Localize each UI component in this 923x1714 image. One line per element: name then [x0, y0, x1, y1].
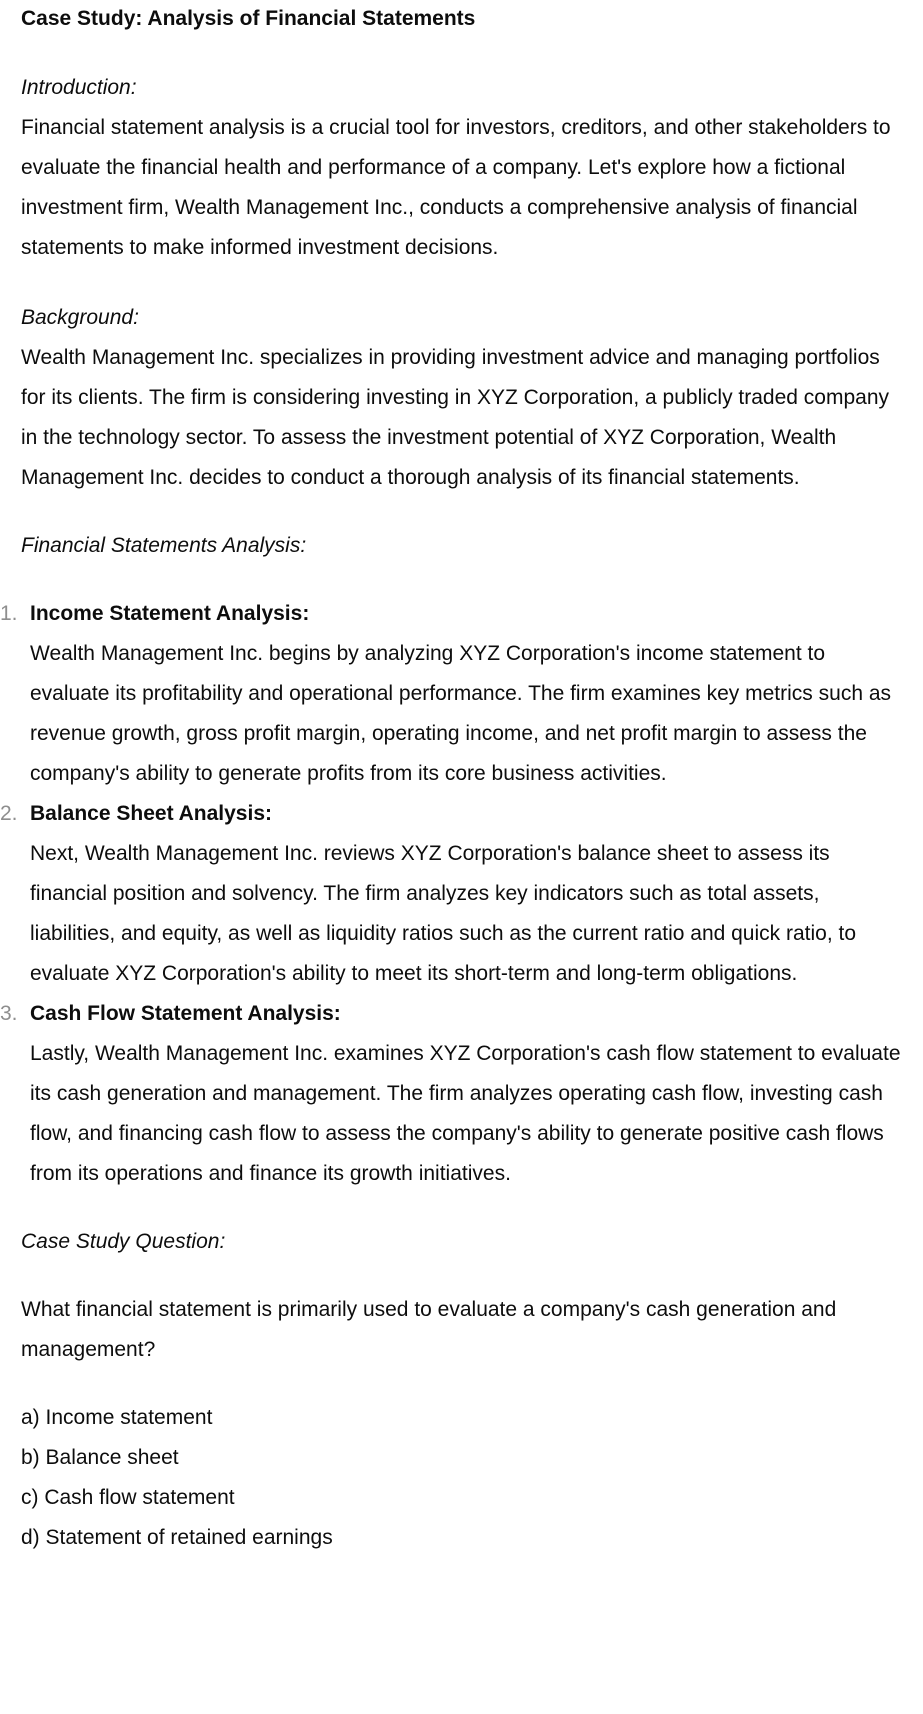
step-body: Next, Wealth Management Inc. reviews XYZ Corporation's balance sheet to assess its financial position and solvency. The firm analyzes key indicators such as total assets, liabilities, and equity, as well as liquidity ratios such as the current ratio and quick ratio, to evaluate XYZ Corporation's ability to meet its short-term and long-term obligations.	[30, 842, 857, 985]
step-number: 2.	[0, 802, 18, 825]
answer-options	[21, 1398, 901, 1558]
introduction-heading: Introduction:	[21, 76, 137, 99]
answer-option-b: b) Balance sheet	[21, 1446, 179, 1469]
list-item	[0, 994, 901, 1194]
list-item	[0, 594, 901, 794]
answer-option-a: a) Income statement	[21, 1406, 213, 1429]
question-text: What financial statement is primarily used to evaluate a company's cash generation and management?	[21, 1298, 837, 1361]
step-body: Lastly, Wealth Management Inc. examines XYZ Corporation's cash flow statement to evaluate its cash generation and management. The firm analyzes operating cash flow, investing cash flow, and financing cash flow to assess the company's ability to generate positive cash flows from its operations and finance its growth initiatives.	[30, 1042, 901, 1185]
step-title: Cash Flow Statement Analysis:	[30, 1002, 341, 1025]
step-body: Wealth Management Inc. begins by analyzing XYZ Corporation's income statement to evaluate its profitability and operational performance. The firm examines key metrics such as revenue growth, gross profit margin, operating income, and net profit margin to assess the company's ability to generate profits from its core business activities.	[30, 642, 892, 785]
document-title: Case Study: Analysis of Financial Statements	[21, 7, 476, 30]
analysis-section	[0, 526, 901, 1194]
introduction-text: Financial statement analysis is a crucial tool for investors, creditors, and other stakeholders to evaluate the financial health and performance of a company. Let's explore how a fictional investment firm, Wealth Management Inc., conducts a comprehensive analysis of financial statements to make informed investment decisions.	[21, 116, 891, 259]
list-item	[0, 794, 901, 994]
introduction-section	[21, 68, 901, 268]
step-title: Balance Sheet Analysis:	[30, 802, 272, 825]
analysis-heading: Financial Statements Analysis:	[21, 534, 307, 557]
step-title: Income Statement Analysis:	[30, 602, 310, 625]
background-section	[21, 298, 901, 498]
background-heading: Background:	[21, 306, 139, 329]
question-section	[21, 1222, 901, 1558]
analysis-steps-list	[0, 594, 901, 1194]
answer-option-c: c) Cash flow statement	[21, 1486, 235, 1509]
background-text: Wealth Management Inc. specializes in providing investment advice and managing portfolios for its clients. The firm is considering investing in XYZ Corporation, a publicly traded company in the technology sector. To assess the investment potential of XYZ Corporation, Wealth Management Inc. decides to conduct a thorough analysis of its financial statements.	[21, 346, 890, 489]
step-number: 3.	[0, 1002, 18, 1025]
step-number: 1.	[0, 602, 18, 625]
question-heading: Case Study Question:	[21, 1230, 226, 1253]
answer-option-d: d) Statement of retained earnings	[21, 1526, 333, 1549]
